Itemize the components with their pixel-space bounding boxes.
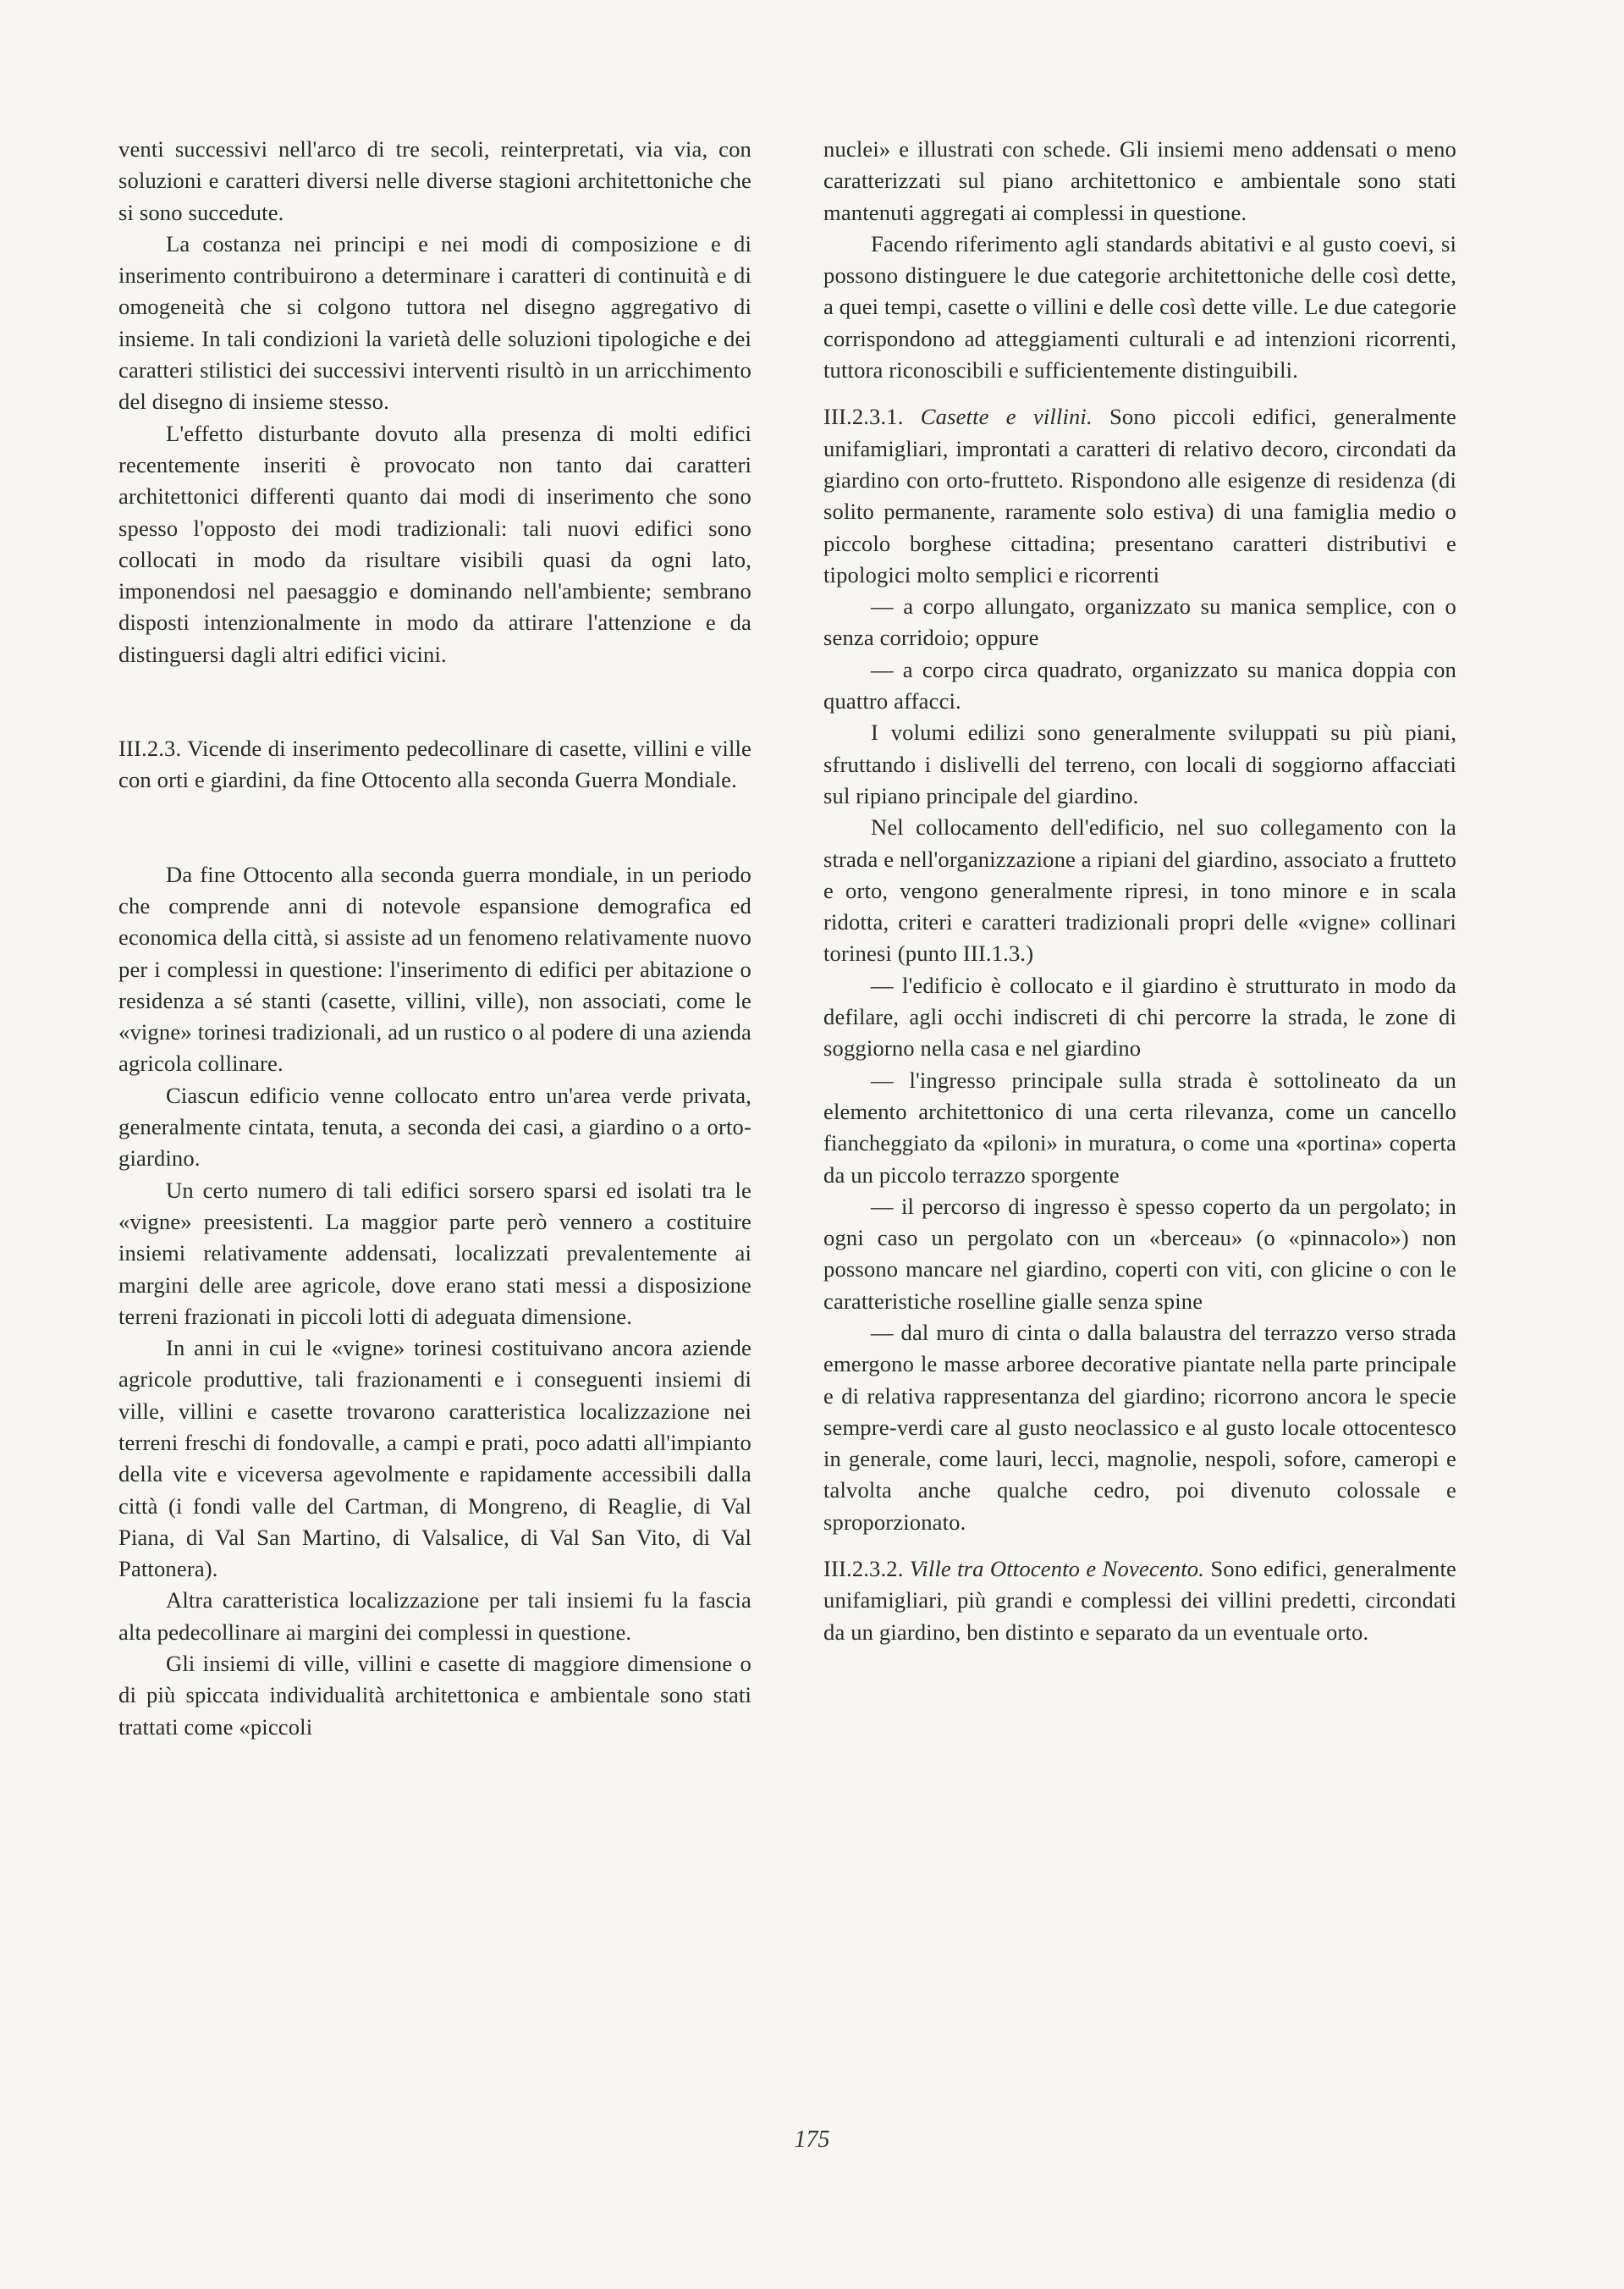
paragraph: venti successivi nell'arco di tre secoli, reinterpretati, via via, con soluzioni e caratteri diversi nelle diverse stagioni architettoniche che si sono succedute. [118, 136, 751, 225]
paragraph: In anni in cui le «vigne» torinesi costituivano ancora aziende agricole produttive, tali frazionamenti e i conseguenti insiemi di ville, villini e casette trovarono caratteristica localizzazione nei terreni freschi di fondovalle, a campi e prati, poco adatti all'impianto della vite e viceversa agevolmente e rapidamente accessibili dalla città (i fondi valle del Cartman, di Mongreno, di Reaglie, di Val Piana, di Val San Martino, di Valsalice, di Val San Vito, di Val Pattonera). [118, 1335, 751, 1582]
list-item: — il percorso di ingresso è spesso coperto da un pergolato; in ogni caso un pergolato con un «berceau» (o «pinnacolo») non possono mancare nel giardino, coperti con viti, con glicine o con le caratteristiche roselline gialle senza spine [823, 1193, 1456, 1314]
subsection-text: Sono edifici, generalmente unifamigliari, più grandi e complessi dei villini predetti, circondati da un giardino, ben distinto e separato da un eventuale orto. [823, 1556, 1456, 1645]
paragraph: La costanza nei principi e nei modi di composizione e di inserimento contribuirono a determinare i caratteri di continuità e di omogeneità che si colgono tuttora nel disegno aggregativo di insieme. In tali condizioni la varietà delle soluzioni tipologiche e dei caratteri stilistici dei successivi interventi risultò in un arricchimento del disegno di insieme stesso. [118, 230, 751, 415]
subsection-title: Ville tra Ottocento e Novecento. [909, 1556, 1205, 1582]
paragraph: Da fine Ottocento alla seconda guerra mondiale, in un periodo che comprende anni di notevole espansione demografica ed economica della città, si assiste ad un fenomeno relativamente nuovo per i complessi in questione: l'inserimento di edifici per abitazione o residenza a sé stanti (casette, villini, ville), non associati, come le «vigne» torinesi tradizionali, ad un rustico o al podere di una azienda agricola collinare. [118, 861, 751, 1077]
paragraph: Facendo riferimento agli standards abitativi e al gusto coevi, si possono distinguere le due categorie architettoniche delle così dette, a quei tempi, casette o villini e delle così dette ville. Le due categorie corrispondono ad atteggiamenti culturali e ad intenzioni ricorrenti, tuttora riconoscibili e sufficientemente distinguibili. [823, 230, 1456, 383]
section-heading: III.2.3. Vicende di inserimento pedecollinare di casette, villini e ville con orti e giardini, da fine Ottocento alla seconda Guerra Mondiale. [118, 736, 751, 793]
paragraph: L'effetto disturbante dovuto alla presenza di molti edifici recentemente inseriti è provocato non tanto dai caratteri architettonici differenti quanto dai modi di inserimento che sono spesso l'opposto dei modi tradizionali: tali nuovi edifici sono collocati in modo da risultare visibili quasi da ogni lato, imponendosi nel paesaggio e dominando nell'ambiente; sembrano disposti intenzionalmente in modo da attirare l'attenzione e da distinguersi dagli altri edifici vicini. [118, 420, 751, 667]
right-column [823, 134, 1456, 1648]
paragraph: Altra caratteristica localizzazione per tali insiemi fu la fascia alta pedecollinare ai margini dei complessi in questione. [118, 1587, 751, 1645]
list-item: — l'ingresso principale sulla strada è sottolineato da un elemento architettonico di una certa rilevanza, come un cancello fiancheggiato da «piloni» in muratura, o come una «portina» coperta da un piccolo terrazzo sporgente [823, 1067, 1456, 1188]
subsection-number: III.2.3.2. [823, 1556, 904, 1582]
subsection-ville [823, 1553, 1456, 1648]
page-number: 175 [794, 2126, 830, 2153]
list-item: — l'edificio è collocato e il giardino è strutturato in modo da defilare, agli occhi indiscreti di chi percorre la strada, le zone di soggiorno nella casa e nel giardino [823, 972, 1456, 1062]
list-item: — a corpo circa quadrato, organizzato su manica doppia con quattro affacci. [823, 656, 1456, 714]
paragraph: Un certo numero di tali edifici sorsero sparsi ed isolati tra le «vigne» preesistenti. La maggior parte però vennero a costituire insiemi relativamente addensati, localizzati prevalentemente ai margini delle aree agricole, dove erano stati messi a disposizione terreni frazionati in piccoli lotti di adeguata dimensione. [118, 1177, 751, 1329]
subsection-number: III.2.3.1. [823, 404, 904, 430]
left-column [118, 134, 751, 1743]
paragraph: Gli insiemi di ville, villini e casette di maggiore dimensione o di più spiccata individualità architettonica e ambientale sono stati trattati come «piccoli [118, 1651, 751, 1740]
subsection-title: Casette e villini. [920, 404, 1093, 430]
paragraph: Ciascun edificio venne collocato entro un'area verde privata, generalmente cintata, tenuta, a seconda dei casi, a giardino o a orto-giardino. [118, 1082, 751, 1172]
subsection-text: Sono piccoli edifici, generalmente unifamigliari, improntati a caratteri di relativo decoro, circondati da giardino con orto-frutteto. Rispondono alle esigenze di residenza (di solito permanente, raramente solo estiva) di una famiglia medio o piccolo borghese cittadina; presentano caratteri distributivi e tipologici molto semplici e ricorrenti [823, 404, 1456, 587]
paragraph: I volumi edilizi sono generalmente sviluppati su più piani, sfruttando i dislivelli del terreno, con locali di soggiorno affacciati sul ripiano principale del giardino. [823, 720, 1456, 808]
list-item: — a corpo allungato, organizzato su manica semplice, con o senza corridoio; oppure [823, 593, 1456, 651]
paragraph: nuclei» e illustrati con schede. Gli insiemi meno addensati o meno caratterizzati sul piano architettonico e ambientale sono stati mantenuti aggregati ai complessi in questione. [823, 136, 1456, 225]
list-item: — dal muro di cinta o dalla balaustra del terrazzo verso strada emergono le masse arboree decorative piantate nella parte principale e di relativa rappresentanza del giardino; ricorrono ancora le specie sempre-verdi care al gusto neoclassico e al gusto locale ottocentesco in generale, come lauri, lecci, magnolie, nespoli, sofore, cameropi e talvolta anche qualche cedro, poi divenuto colossale e sproporzionato. [823, 1319, 1456, 1535]
paragraph: Nel collocamento dell'edificio, nel suo collegamento con la strada e nell'organizzazione a ripiani del giardino, associato a frutteto e orto, vengono generalmente ripresi, in tono minore e in scala ridotta, criteri e caratteri tradizionali propri delle «vigne» collinari torinesi (punto III.1.3.) [823, 814, 1456, 967]
subsection-casette-villini [823, 401, 1456, 591]
